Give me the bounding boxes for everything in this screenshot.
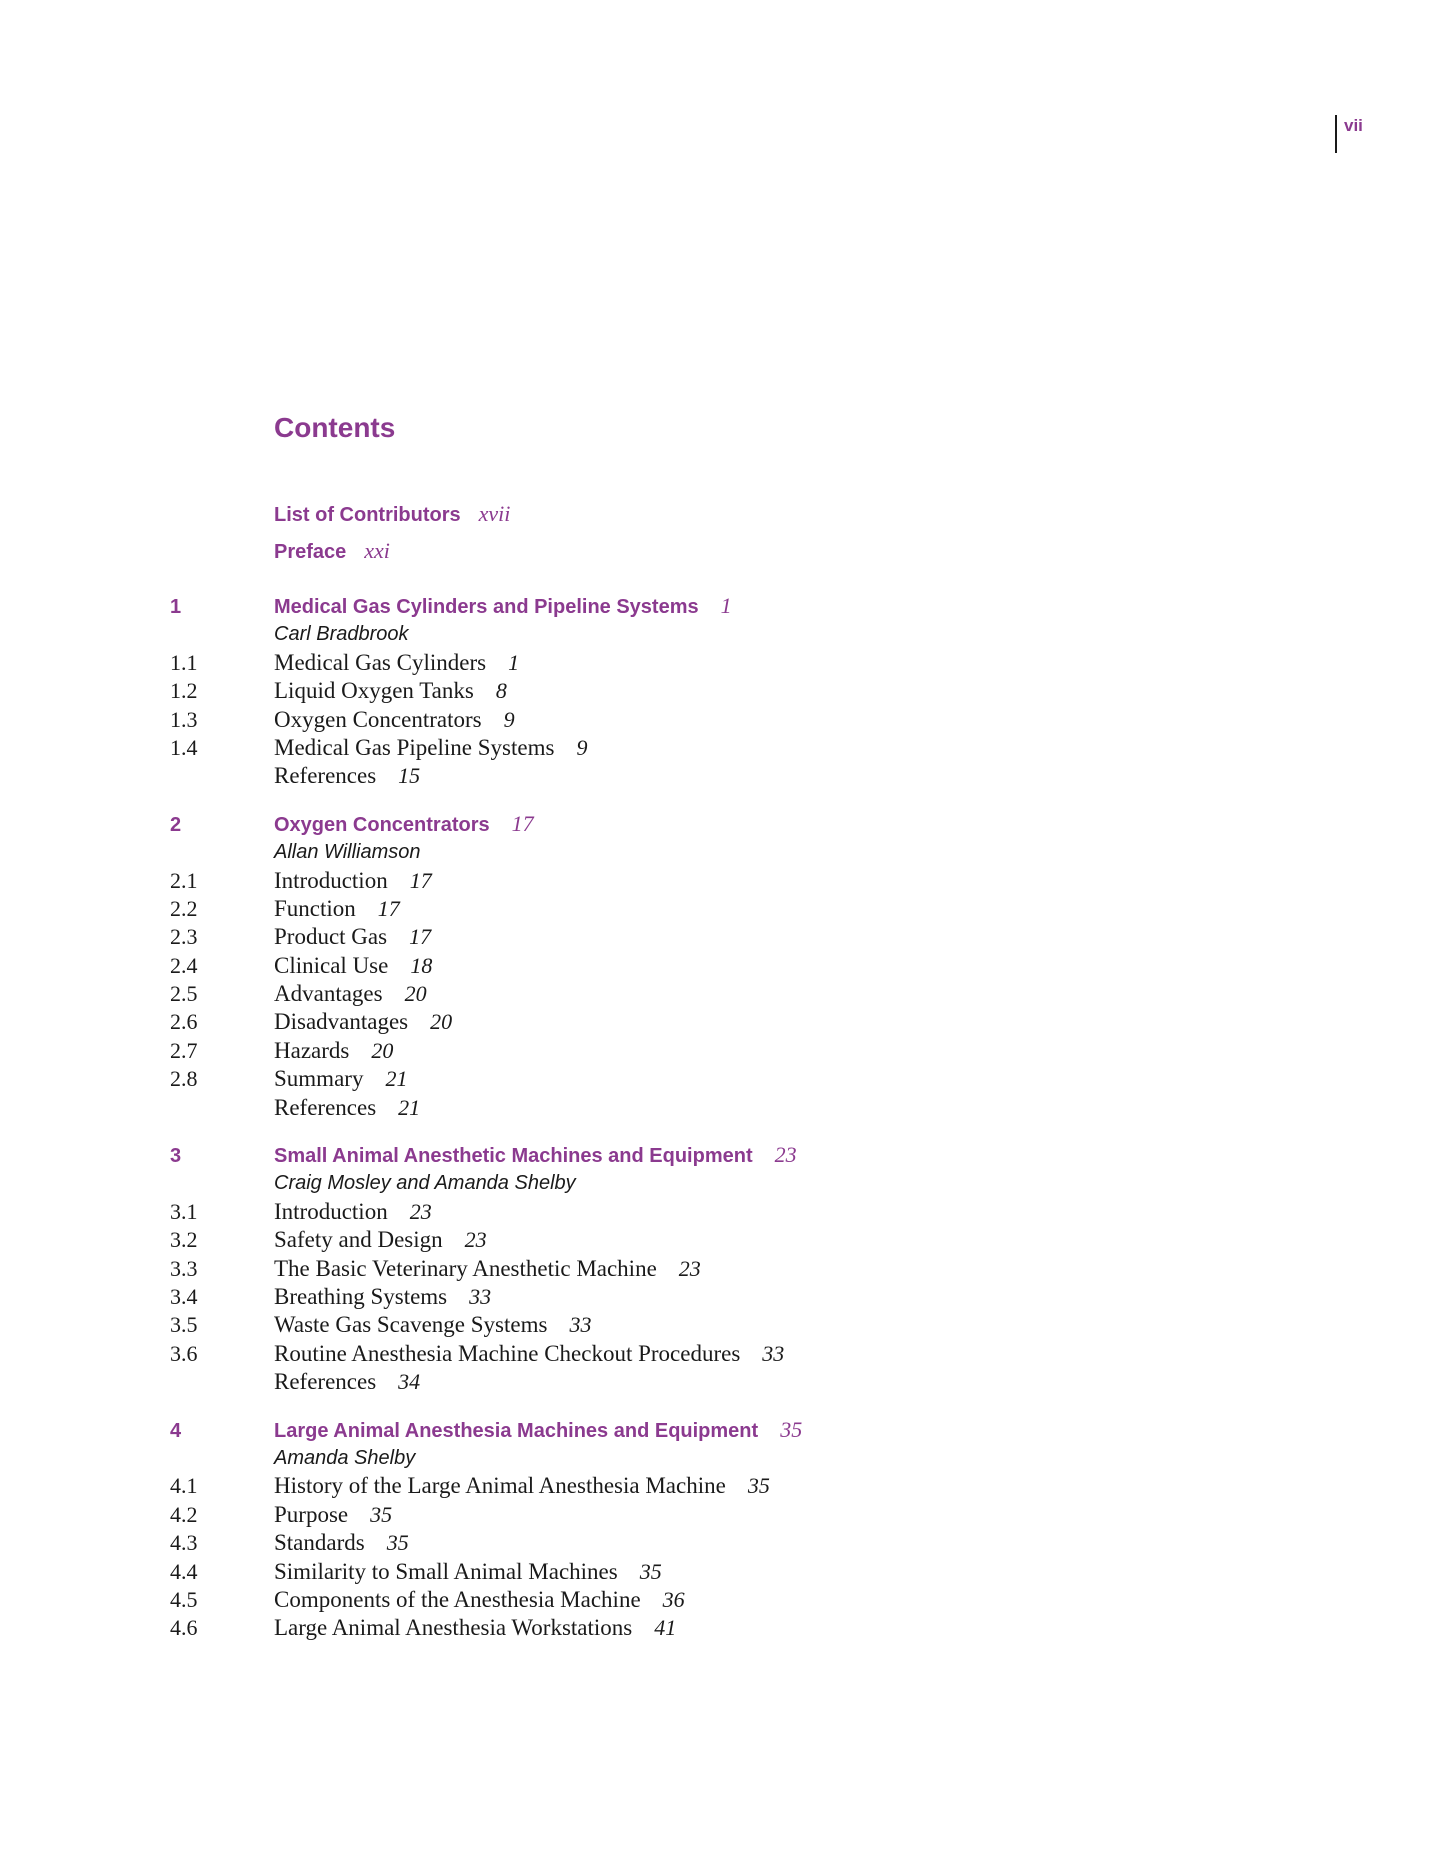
section-title: Routine Anesthesia Machine Checkout Procedures <box>274 1340 741 1366</box>
section-number: 2.1 <box>170 867 198 893</box>
section-title: Safety and Design <box>274 1227 443 1253</box>
section-title: Standards <box>274 1530 365 1556</box>
section-page: 8 <box>495 678 507 704</box>
section-page: 23 <box>464 1227 487 1253</box>
section-number: 1.3 <box>170 706 198 732</box>
chapter-page: 17 <box>511 810 534 836</box>
chapter-number: 1 <box>170 596 182 618</box>
section-entry[interactable] <box>170 1311 1270 1339</box>
section-number: 3.3 <box>170 1255 198 1281</box>
chapter-block <box>170 810 1270 1122</box>
section-number: 4.1 <box>170 1473 198 1499</box>
section-title: Clinical Use <box>274 952 389 978</box>
section-page: 21 <box>385 1066 408 1092</box>
front-matter-list <box>170 498 1270 572</box>
chapter-author-row <box>170 620 1270 648</box>
table-of-contents <box>170 408 1270 1643</box>
section-page: 15 <box>398 763 421 789</box>
section-entry[interactable] <box>170 1501 1270 1529</box>
chapter-heading[interactable] <box>170 810 1270 838</box>
section-page: 20 <box>430 1009 453 1035</box>
chapter-author: Craig Mosley and Amanda Shelby <box>274 1172 576 1195</box>
section-entry[interactable] <box>170 706 1270 734</box>
section-page: 33 <box>762 1340 785 1366</box>
chapter-author-row <box>170 1169 1270 1197</box>
chapter-page: 1 <box>720 593 732 618</box>
section-title: Components of the Anesthesia Machine <box>274 1586 641 1612</box>
chapter-author: Amanda Shelby <box>274 1446 416 1469</box>
folio-rule <box>1335 115 1337 153</box>
section-page: 9 <box>503 706 515 732</box>
section-number: 1.1 <box>170 649 198 675</box>
section-page: 20 <box>404 981 427 1007</box>
section-page: 23 <box>409 1198 432 1224</box>
chapter-page: 35 <box>780 1416 803 1442</box>
chapter-heading[interactable] <box>170 1416 1270 1444</box>
section-entry[interactable] <box>170 952 1270 980</box>
section-title: References <box>274 763 377 789</box>
section-title: Liquid Oxygen Tanks <box>274 678 474 704</box>
section-page: 21 <box>398 1094 421 1120</box>
section-entry[interactable] <box>170 1065 1270 1093</box>
section-page: 9 <box>576 734 588 760</box>
section-number: 3.2 <box>170 1227 198 1253</box>
section-entry[interactable] <box>170 1255 1270 1283</box>
section-number: 2.2 <box>170 895 198 921</box>
section-entry[interactable] <box>170 1340 1270 1368</box>
section-entry[interactable] <box>170 1226 1270 1254</box>
section-number: 3.1 <box>170 1198 198 1224</box>
front-matter-page: xxi <box>364 538 390 563</box>
front-matter-page: xvii <box>478 501 511 526</box>
section-title: Summary <box>274 1066 364 1092</box>
chapter-number: 2 <box>170 813 182 836</box>
section-title: References <box>274 1369 377 1395</box>
page-folio: vii <box>1344 116 1363 135</box>
section-title: Advantages <box>274 981 383 1007</box>
section-entry[interactable] <box>170 980 1270 1008</box>
section-page: 23 <box>678 1255 701 1281</box>
section-title: The Basic Veterinary Anesthetic Machine <box>274 1255 657 1281</box>
chapter-heading[interactable] <box>170 1141 1270 1169</box>
section-title: Medical Gas Cylinders <box>274 649 487 675</box>
section-number: 4.4 <box>170 1558 198 1584</box>
front-matter-entry[interactable] <box>274 535 1270 572</box>
section-title: Hazards <box>274 1037 350 1063</box>
chapter-author: Carl Bradbrook <box>274 623 409 646</box>
section-page: 20 <box>371 1037 394 1063</box>
chapter-title: Medical Gas Cylinders and Pipeline Systems <box>274 596 699 618</box>
section-entry[interactable] <box>170 1472 1270 1500</box>
section-title: Introduction <box>274 1198 388 1224</box>
section-number: 2.3 <box>170 924 198 950</box>
section-title: History of the Large Animal Anesthesia Machine <box>274 1473 726 1499</box>
section-number: 4.6 <box>170 1615 198 1641</box>
section-entry[interactable] <box>170 867 1270 895</box>
section-entry[interactable] <box>170 923 1270 951</box>
section-entry[interactable] <box>170 1037 1270 1065</box>
section-page: 33 <box>469 1283 492 1309</box>
section-title: Disadvantages <box>274 1009 409 1035</box>
section-entry[interactable] <box>170 1558 1270 1586</box>
section-page: 34 <box>398 1369 421 1395</box>
chapter-title: Large Animal Anesthesia Machines and Equipment <box>274 1419 759 1442</box>
section-number: 4.3 <box>170 1530 198 1556</box>
section-number: 3.4 <box>170 1283 198 1309</box>
section-title: Introduction <box>274 867 388 893</box>
chapter-block <box>170 592 1270 791</box>
front-matter-label: Preface <box>274 541 347 563</box>
section-title: Medical Gas Pipeline Systems <box>274 734 555 760</box>
section-entry[interactable] <box>170 895 1270 923</box>
section-number: 2.4 <box>170 952 198 978</box>
section-page: 17 <box>409 867 432 893</box>
section-number: 2.5 <box>170 981 198 1007</box>
chapter-heading[interactable] <box>170 592 1270 620</box>
chapter-block <box>170 1141 1270 1397</box>
section-entry[interactable] <box>170 649 1270 677</box>
section-title: Breathing Systems <box>274 1283 448 1309</box>
section-title: Purpose <box>274 1501 349 1527</box>
section-entry[interactable] <box>170 1198 1270 1226</box>
section-entry[interactable] <box>170 677 1270 705</box>
section-entry[interactable] <box>170 1368 1270 1396</box>
section-entry[interactable] <box>170 1529 1270 1557</box>
section-title: Waste Gas Scavenge Systems <box>274 1312 548 1338</box>
section-page: 1 <box>508 649 520 675</box>
section-entry[interactable] <box>170 1283 1270 1311</box>
section-page: 36 <box>662 1586 685 1612</box>
section-entry[interactable] <box>170 762 1270 790</box>
section-page: 35 <box>370 1501 393 1527</box>
chapter-author: Allan Williamson <box>274 841 421 864</box>
section-entry[interactable] <box>170 1614 1270 1642</box>
section-page: 33 <box>569 1312 592 1338</box>
section-page: 35 <box>386 1530 409 1556</box>
front-matter-label: List of Contributors <box>274 504 461 526</box>
chapter-list <box>170 592 1270 1643</box>
chapter-number: 4 <box>170 1419 182 1442</box>
section-title: References <box>274 1094 377 1120</box>
section-number: 1.2 <box>170 678 198 704</box>
section-number: 2.6 <box>170 1009 198 1035</box>
section-title: Function <box>274 895 356 921</box>
section-entry[interactable] <box>170 1008 1270 1036</box>
section-number: 4.5 <box>170 1586 198 1612</box>
section-page: 35 <box>747 1473 770 1499</box>
chapter-title: Oxygen Concentrators <box>274 813 490 836</box>
front-matter-entry[interactable] <box>274 498 1270 535</box>
section-title: Oxygen Concentrators <box>274 706 482 732</box>
section-number: 2.8 <box>170 1066 198 1092</box>
section-entry[interactable] <box>170 1094 1270 1122</box>
section-number: 3.5 <box>170 1312 198 1338</box>
section-page: 35 <box>639 1558 662 1584</box>
section-entry[interactable] <box>170 734 1270 762</box>
chapter-author-row <box>170 838 1270 866</box>
section-number: 3.6 <box>170 1340 198 1366</box>
section-title: Similarity to Small Animal Machines <box>274 1558 618 1584</box>
section-page: 17 <box>409 924 432 950</box>
chapter-author-row <box>170 1444 1270 1472</box>
chapter-title: Small Animal Anesthetic Machines and Equipment <box>274 1145 753 1168</box>
section-number: 1.4 <box>170 734 198 760</box>
chapter-number: 3 <box>170 1145 182 1168</box>
section-title: Product Gas <box>274 924 388 950</box>
section-number: 4.2 <box>170 1501 198 1527</box>
section-number: 2.7 <box>170 1037 198 1063</box>
chapter-page: 23 <box>774 1142 797 1168</box>
chapter-block <box>170 1416 1270 1643</box>
section-page: 41 <box>654 1615 677 1641</box>
section-page: 17 <box>377 895 400 921</box>
page-title: Contents <box>274 412 396 443</box>
section-entry[interactable] <box>170 1586 1270 1614</box>
section-page: 18 <box>410 952 433 978</box>
section-title: Large Animal Anesthesia Workstations <box>274 1615 633 1641</box>
